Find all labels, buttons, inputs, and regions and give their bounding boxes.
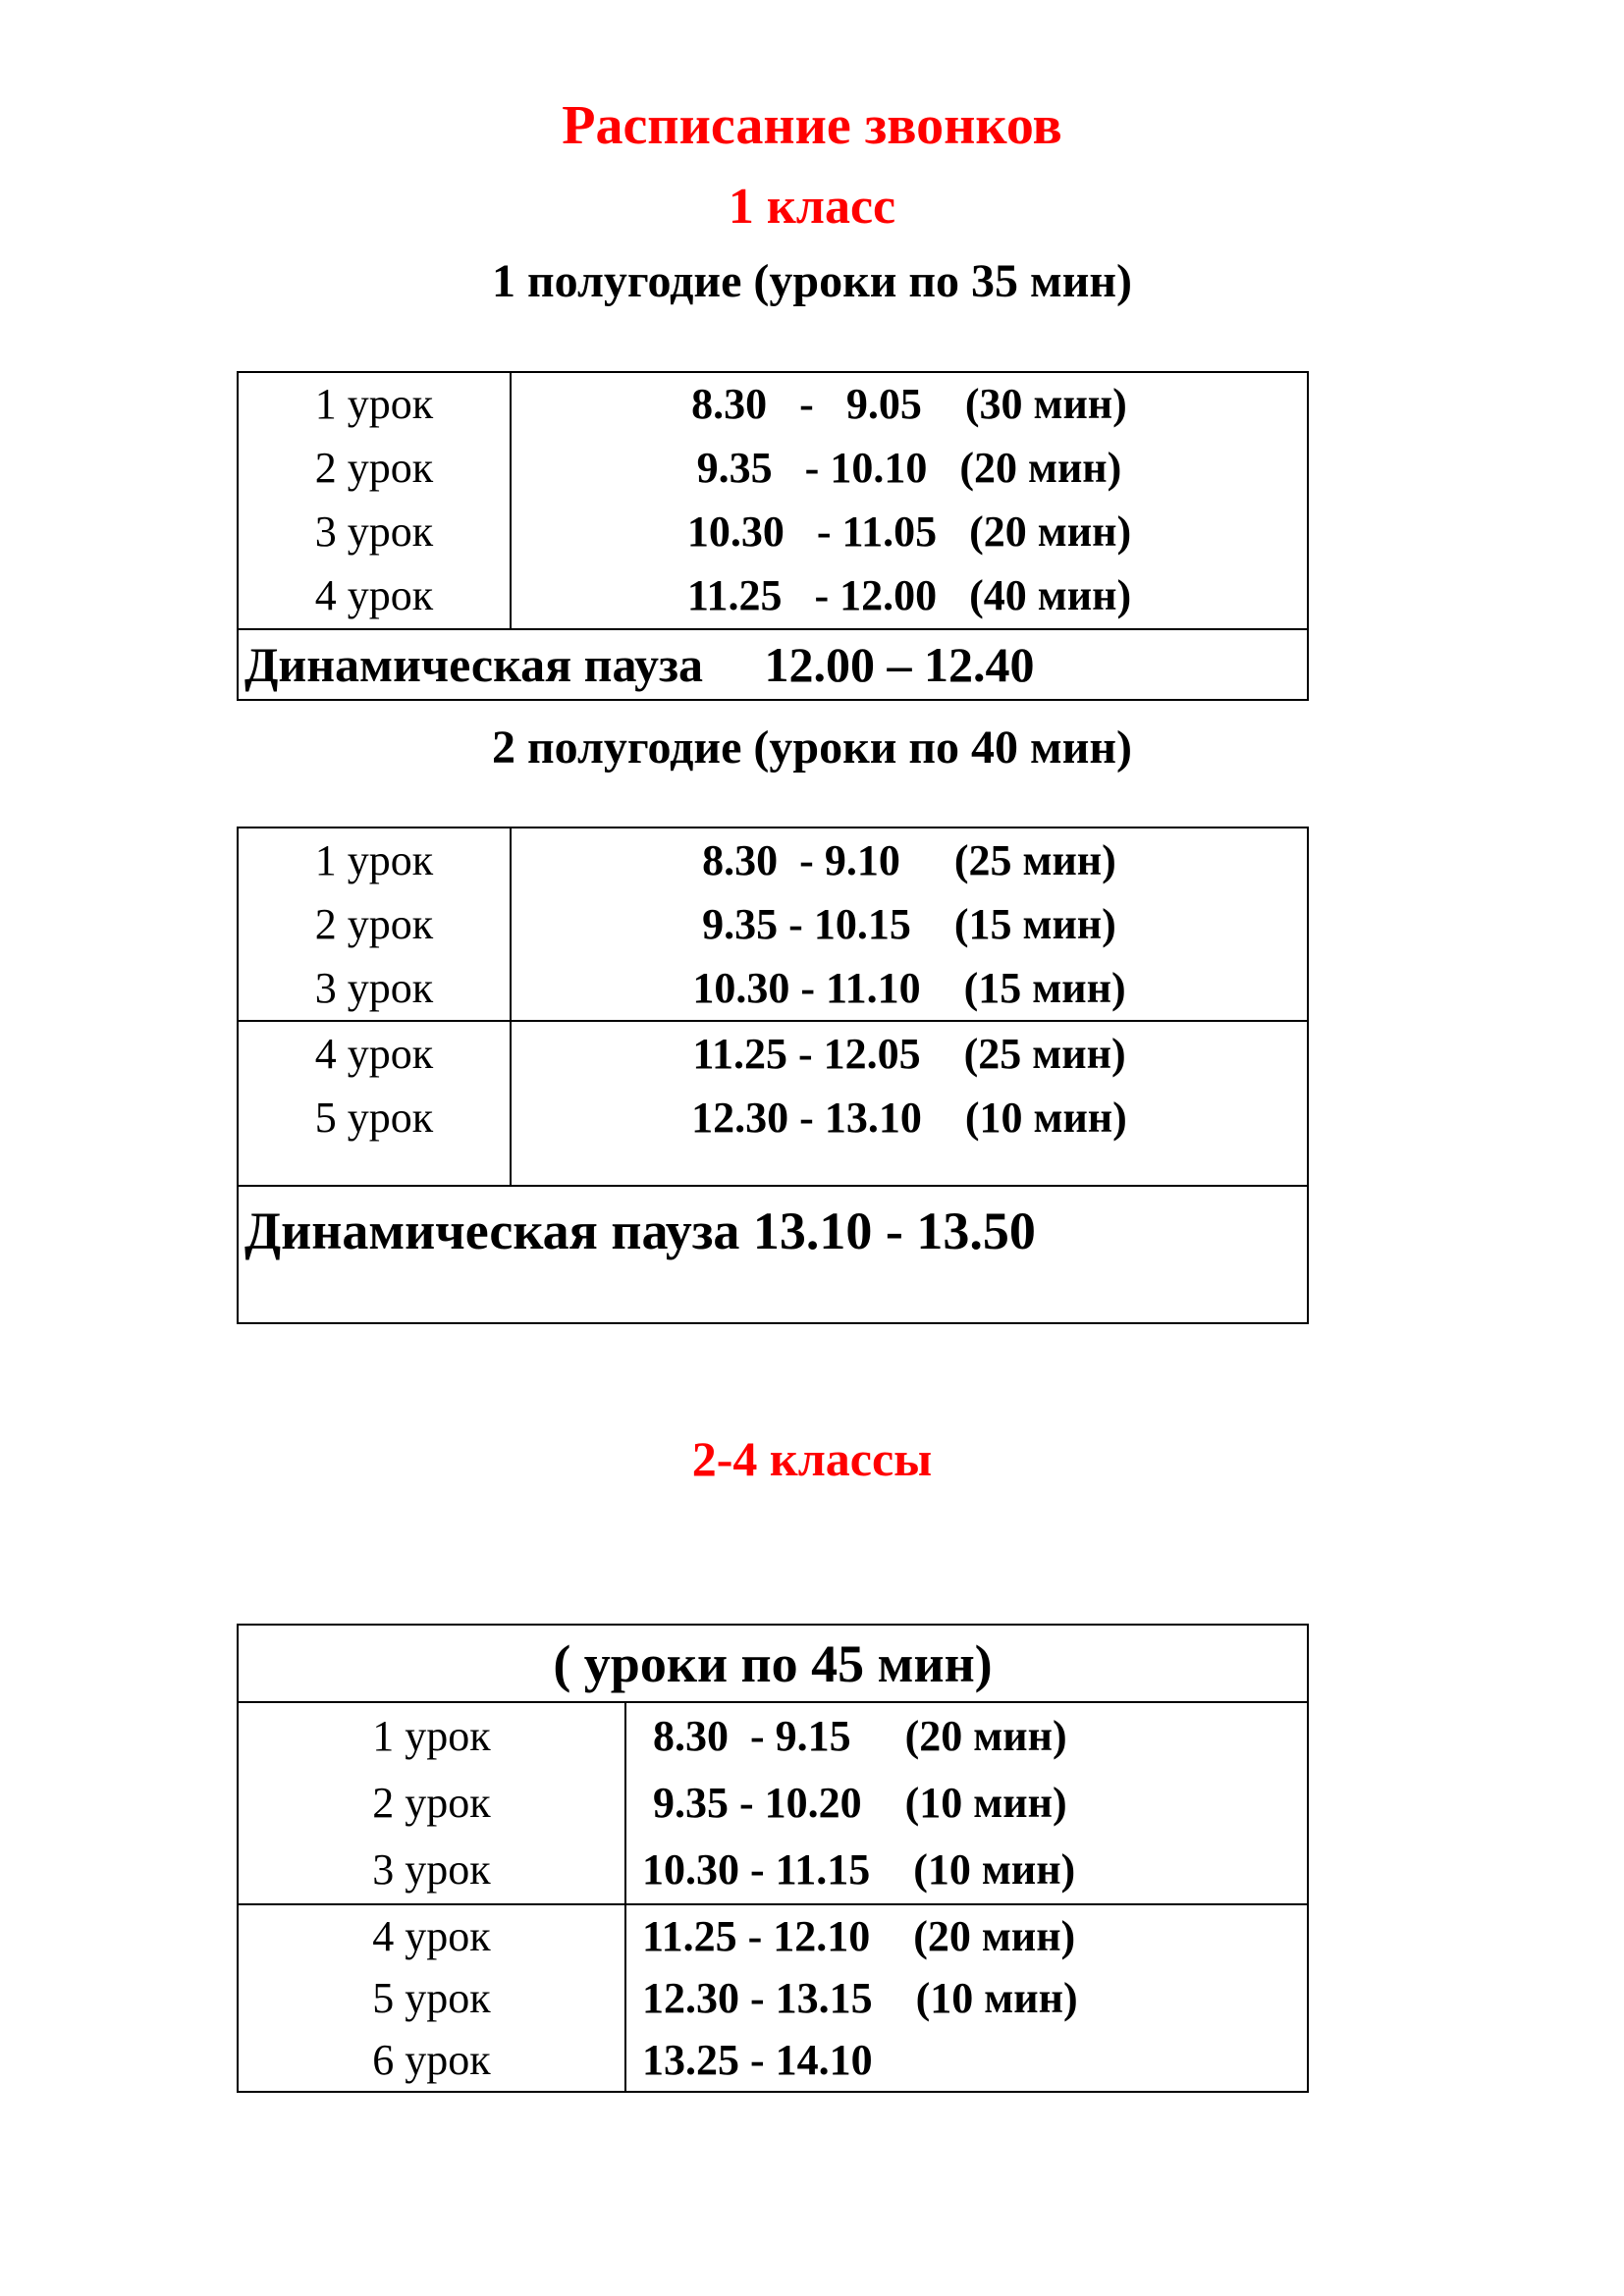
lesson-label: 6 урок [372, 2035, 491, 2084]
page-title: Расписание звонков [562, 95, 1062, 156]
lesson-label: 1 урок [372, 1712, 491, 1761]
half2-time-column-a [512, 828, 1307, 1020]
lesson-time: 12.30 - 13.10 (10 мин) [691, 1093, 1127, 1142]
half1-table [237, 371, 1309, 701]
half2-lessons-section-b [239, 1020, 1307, 1185]
lesson-label: 1 урок [314, 380, 434, 429]
lesson-label: 4 урок [372, 1911, 491, 1960]
lesson-time: 8.30 - 9.15 (20 мин) [642, 1712, 1067, 1761]
lesson-time: 9.35 - 10.10 (20 мин) [696, 444, 1122, 493]
grades-2-4-table-header: ( уроки по 45 мин) [239, 1626, 1307, 1703]
lesson-time: 8.30 - 9.05 (30 мин) [691, 380, 1127, 429]
lesson-label: 4 урок [314, 1029, 434, 1078]
lesson-time: 10.30 - 11.15 (10 мин) [642, 1845, 1076, 1895]
half2-table [237, 827, 1309, 1324]
grades-2-4-time-column-b [626, 1905, 1307, 2091]
lesson-time: 10.30 - 11.10 (15 мин) [692, 963, 1126, 1012]
half2-time-column-b [512, 1022, 1307, 1185]
lesson-time: 10.30 - 11.05 (20 мин) [686, 507, 1132, 557]
lesson-label: 1 урок [314, 835, 434, 884]
lesson-label: 5 урок [372, 1973, 491, 2022]
half2-dynamic-pause-row: Динамическая пауза 13.10 - 13.50 [239, 1185, 1307, 1322]
grades-2-4-label-column-a [239, 1703, 626, 1903]
lesson-label: 3 урок [372, 1845, 491, 1895]
grades-2-4-lessons-section-a [239, 1703, 1307, 1903]
grades-2-4-time-column-a [626, 1703, 1307, 1903]
lesson-time: 11.25 - 12.05 (25 мин) [692, 1029, 1126, 1078]
lesson-label: 2 урок [314, 899, 434, 948]
lesson-time: 13.25 - 14.10 [642, 2035, 873, 2084]
half1-heading: 1 полугодие (уроки по 35 мин) [491, 254, 1133, 307]
lesson-time: 11.25 - 12.10 (20 мин) [642, 1911, 1076, 1960]
grades-2-4-table [237, 1624, 1309, 2093]
half1-lessons-section [239, 373, 1307, 628]
lesson-label: 2 урок [372, 1779, 491, 1828]
half1-dynamic-pause-row: Динамическая пауза 12.00 – 12.40 [239, 628, 1307, 699]
lesson-time: 9.35 - 10.20 (10 мин) [642, 1779, 1067, 1828]
half2-heading: 2 полугодие (уроки по 40 мин) [491, 721, 1133, 774]
grades-2-4-lessons-section-b [239, 1903, 1307, 2091]
lesson-label: 5 урок [314, 1093, 434, 1142]
grades-2-4-label-column-b [239, 1905, 626, 2091]
half1-time-column [512, 373, 1307, 628]
half1-label-column [239, 373, 512, 628]
half2-lessons-section-a [239, 828, 1307, 1020]
lesson-time: 9.35 - 10.15 (15 мин) [702, 899, 1116, 948]
half2-label-column-a [239, 828, 512, 1020]
lesson-time: 11.25 - 12.00 (40 мин) [686, 571, 1132, 620]
lesson-label: 3 урок [314, 963, 434, 1012]
lesson-time: 12.30 - 13.15 (10 мин) [642, 1973, 1078, 2022]
grade-1-subtitle: 1 класс [728, 178, 896, 235]
lesson-label: 4 урок [314, 571, 434, 620]
lesson-label: 2 урок [314, 444, 434, 493]
lesson-label: 3 урок [314, 507, 434, 557]
grades-2-4-heading: 2-4 классы [691, 1431, 933, 1487]
lesson-time: 8.30 - 9.10 (25 мин) [702, 835, 1116, 884]
half2-label-column-b [239, 1022, 512, 1185]
